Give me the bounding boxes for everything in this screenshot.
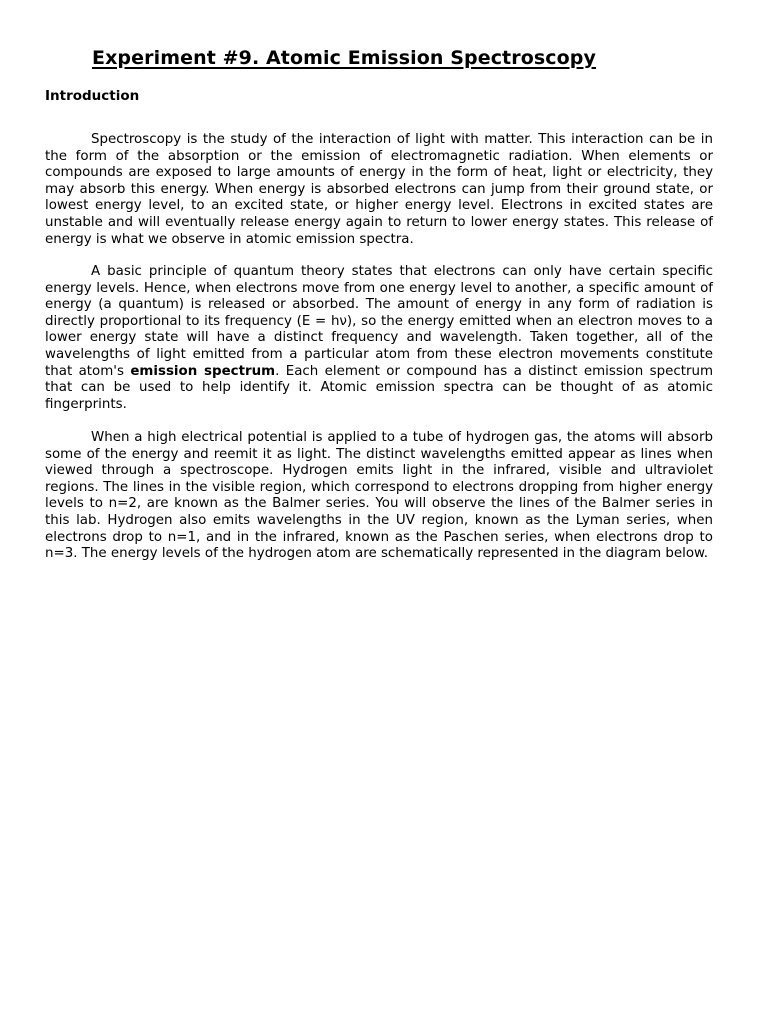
paragraph-text: . Each element or compound has a distinct emission spectrum that can be used to help identify it. Atomic emission spectra can be thought of as atomic fingerprints. [45, 363, 713, 412]
paragraph-text: A basic principle of quantum theory states that electrons can only have certain specific energy levels. Hence, when electrons move from one energy level to another, a specific amount of energy (a quantum) is released or absorbed. The amount of energy in any form of radiation is directly proportional to its frequency (E = hν), so the energy emitted when an electron moves to a lower energy state will have a distinct frequency and wavelength. Taken together, all of the wavelengths of light emitted from a particular atom from these electron movements constitute that atom's [45, 264, 713, 379]
paragraph-hydrogen-emission: When a high electrical potential is applied to a tube of hydrogen gas, the atoms will absorb some of the energy and reemit it as light. The distinct wavelengths emitted appear as lines when viewed through a spectroscope. Hydrogen emits light in the infrared, visible and ultraviolet regions. The lines in the visible region, which correspond to electrons dropping from higher energy levels to n=2, are known as the Balmer series. You will observe the lines of the Balmer series in this lab. Hydrogen also emits wavelengths in the UV region, known as the Lyman series, when electrons drop to n=1, and in the infrared, known as the Paschen series, when electrons drop to n=3. The energy levels of the hydrogen atom are schematically represented in the diagram below. [45, 430, 713, 562]
document-title: Experiment #9. Atomic Emission Spectroscopy [92, 47, 596, 69]
section-heading-introduction: Introduction [45, 88, 140, 104]
paragraph-quantum-theory [45, 264, 713, 413]
paragraph-spectroscopy-definition: Spectroscopy is the study of the interaction of light with matter. This interaction can be in the form of the absorption or the emission of electromagnetic radiation. When elements or compounds are exposed to large amounts of energy in the form of heat, light or electricity, they may absorb this energy. When energy is absorbed electrons can jump from their ground state, or lowest energy level, to an excited state, or higher energy level. Electrons in excited states are unstable and will eventually release energy again to return to lower energy states. This release of energy is what we observe in atomic emission spectra. [45, 132, 713, 247]
emphasis-emission-spectrum: emission spectrum [130, 363, 276, 379]
